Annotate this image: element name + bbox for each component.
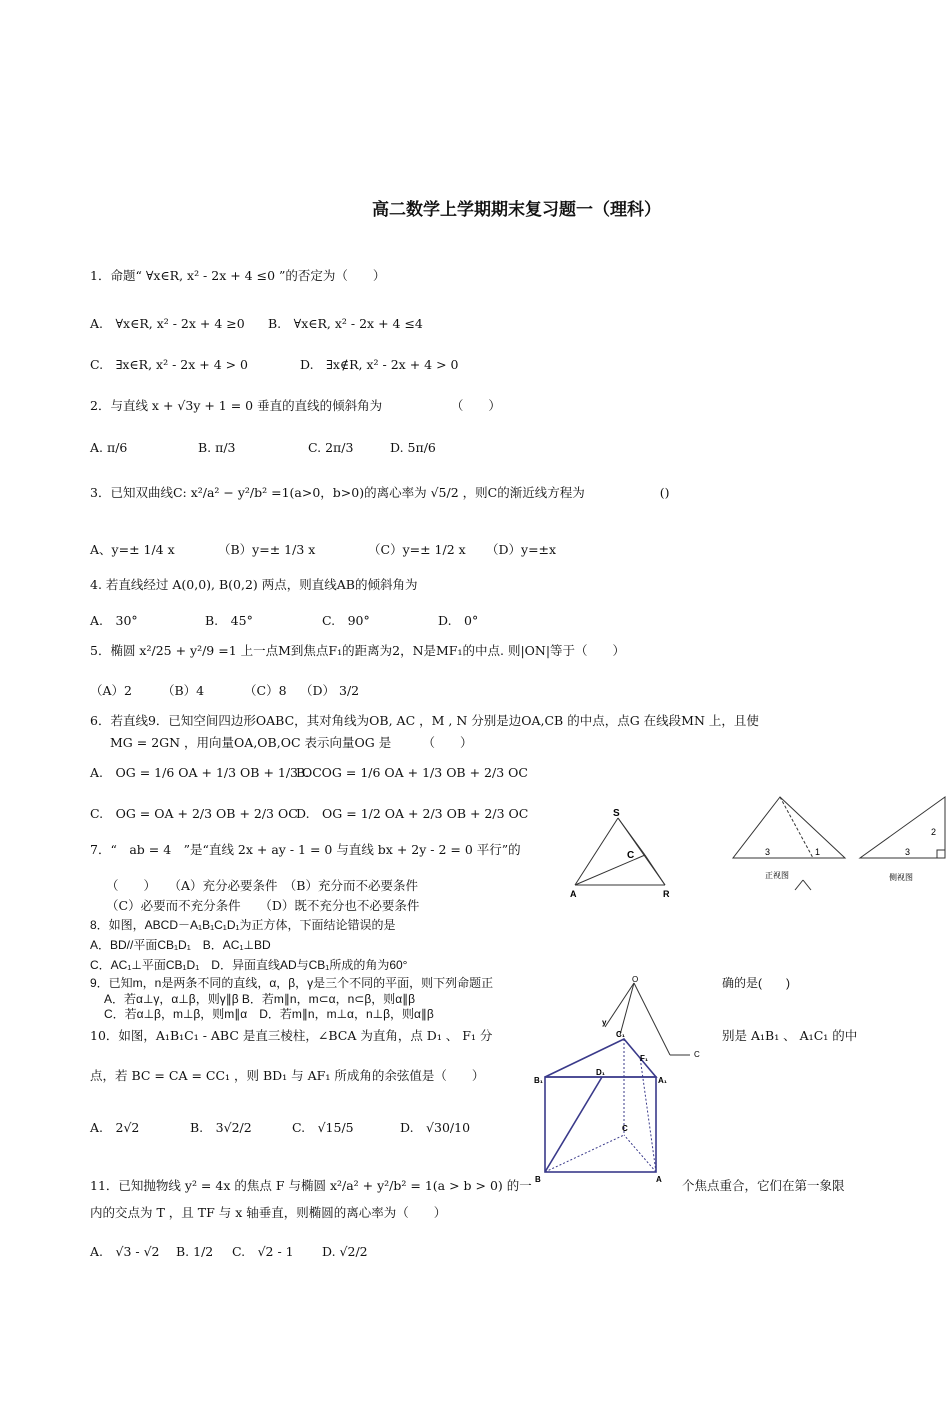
question-6-option-b: B. OG = 1/6 OA + 1/3 OB + 2/3 OC bbox=[296, 765, 528, 780]
label-a: A bbox=[656, 1175, 662, 1184]
side-view-figure bbox=[855, 792, 950, 887]
label-f1: F₁ bbox=[640, 1054, 649, 1063]
pyramid-figure bbox=[565, 800, 685, 900]
question-6-option-a: A. OG = 1/6 OA + 1/3 OB + 1/3 OC bbox=[90, 765, 322, 780]
question-11-option-d: D. √2/2 bbox=[322, 1244, 368, 1259]
question-4-option-a: A. 30° bbox=[90, 613, 138, 628]
label-s: S bbox=[613, 808, 620, 819]
question-2-option-a: A. π/6 bbox=[90, 440, 128, 455]
question-3-stem: 3．已知双曲线C: x²/a² − y²/b² =1(a>0，b>0)的离心率为 √5/2 ，则C的渐近线方程为 () bbox=[90, 485, 670, 500]
question-10-option-c: C. √15/5 bbox=[292, 1120, 354, 1135]
question-6-option-d: D. OG = 1/2 OA + 2/3 OB + 2/3 OC bbox=[296, 806, 529, 821]
side-view-height: 2 bbox=[931, 827, 937, 837]
label-c: C bbox=[622, 1124, 628, 1133]
question-9-options-cd: C．若α⊥β，m⊥β，则m∥α D．若m∥n，m⊥α，n⊥β，则α∥β bbox=[104, 1007, 434, 1021]
question-4-option-b: B. 45° bbox=[205, 613, 253, 628]
question-11-stem-line2: 内的交点为 T ，且 TF 与 x 轴垂直，则椭圆的离心率为（ ） bbox=[90, 1205, 447, 1220]
question-7-options-line1: （ ） （A）充分必要条件 （B）充分而不必要条件 bbox=[106, 878, 418, 893]
question-1-stem: 1．命题“ ∀x∈R, x² - 2x + 4 ≤0 ”的否定为（ ） bbox=[90, 268, 386, 283]
question-4-option-d: D. 0° bbox=[438, 613, 479, 628]
front-view-left-length: 3 bbox=[765, 847, 771, 857]
question-11-stem: 11．已知抛物线 y² = 4x 的焦点 F 与椭圆 x²/a² + y²/b² = 1(a > b > 0) 的一 bbox=[90, 1178, 532, 1193]
question-2-option-b: B. π/3 bbox=[198, 440, 236, 455]
question-5-option-a: （A）2 bbox=[90, 683, 132, 698]
question-5-option-b: （B）4 bbox=[162, 683, 205, 698]
question-4-stem: 4. 若直线经过 A(0,0), B(0,2) 两点，则直线AB的倾斜角为 bbox=[90, 577, 418, 592]
label-c: C bbox=[627, 850, 635, 861]
label-c1: C₁ bbox=[616, 1030, 626, 1039]
label-a: A bbox=[570, 889, 577, 899]
question-6-stem: 6．若直线9．已知空间四边形OABC，其对角线为OB, AC ，M , N 分别是边OA,CB 的中点，点G 在线段MN 上，且使 bbox=[90, 713, 759, 728]
side-view-caption: 侧视图 bbox=[889, 873, 913, 882]
question-8-stem: 8．如图，ABCD－A₁B₁C₁D₁为正方体，下面结论错误的是 bbox=[90, 918, 396, 932]
front-view-caption: 正视图 bbox=[765, 871, 789, 880]
label-d1: D₁ bbox=[596, 1068, 606, 1077]
question-2-stem: 2．与直线 x + √3y + 1 = 0 垂直的直线的倾斜角为 （ ） bbox=[90, 398, 501, 413]
question-10-option-a: A. 2√2 bbox=[90, 1120, 140, 1135]
question-7-options-line2: （C）必要而不充分条件 （D）既不充分也不必要条件 bbox=[106, 898, 420, 913]
question-2-option-d: D. 5π/6 bbox=[390, 440, 436, 455]
question-5-stem: 5．椭圆 x²/25 + y²/9 =1 上一点M到焦点F₁的距离为2，N是MF₁的中点. 则|ON|等于（ ） bbox=[90, 643, 626, 658]
question-1-option-c: C. ∃x∈R, x² - 2x + 4 > 0 bbox=[90, 357, 249, 372]
label-c-right: C bbox=[694, 1050, 700, 1059]
label-a1: A₁ bbox=[658, 1076, 668, 1085]
label-b: R bbox=[663, 889, 670, 899]
question-11-option-b: B. 1/2 bbox=[176, 1244, 214, 1259]
question-8-options-ab: A．BD//平面CB₁D₁ B．AC₁⊥BD bbox=[90, 938, 271, 952]
side-view-base: 3 bbox=[905, 847, 911, 857]
front-view-right-length: 1 bbox=[815, 847, 821, 857]
question-9-stem-tail: 确的是( ) bbox=[722, 976, 790, 990]
question-1-option-b: B. ∀x∈R, x² - 2x + 4 ≤4 bbox=[268, 316, 423, 331]
label-b1: B₁ bbox=[534, 1076, 544, 1085]
question-10-stem-line2: 点，若 BC = CA = CC₁ ，则 BD₁ 与 AF₁ 所成角的余弦值是（ ） bbox=[90, 1068, 485, 1083]
question-2-option-c: C. 2π/3 bbox=[308, 440, 354, 455]
question-1-option-a: A. ∀x∈R, x² - 2x + 4 ≥0 bbox=[90, 316, 245, 331]
question-6-stem-line2: MG = 2GN ，用向量OA,OB,OC 表示向量OG 是 （ ） bbox=[110, 735, 473, 750]
question-3-option-d: （D）y=±x bbox=[486, 542, 557, 557]
question-5-option-d: （D） 3/2 bbox=[300, 683, 360, 698]
front-view-figure bbox=[725, 792, 850, 897]
label-o: O bbox=[632, 975, 639, 984]
question-7-stem: 7．“ ab = 4 ”是“直线 2x + ay - 1 = 0 与直线 bx + 2y - 2 = 0 平行”的 bbox=[90, 842, 521, 857]
question-11-stem-tail: 个焦点重合，它们在第一象限 bbox=[682, 1178, 845, 1193]
question-9-options-ab: A．若α⊥γ，α⊥β，则γ∥β B．若m∥n，m⊂α，n⊂β，则α∥β bbox=[104, 992, 416, 1006]
label-y: y bbox=[602, 1018, 607, 1027]
question-3-option-c: （C）y=± 1/2 x bbox=[368, 542, 466, 557]
question-8-options-cd: C．AC₁⊥平面CB₁D₁ D．异面直线AD与CB₁所成的角为60° bbox=[90, 958, 408, 972]
question-3-option-b: （B）y=± 1/3 x bbox=[218, 542, 316, 557]
prism-figure bbox=[530, 975, 710, 1190]
label-b: B bbox=[535, 1175, 541, 1184]
question-10-option-d: D. √30/10 bbox=[400, 1120, 471, 1135]
question-10-stem-tail: 别是 A₁B₁ 、 A₁C₁ 的中 bbox=[722, 1028, 858, 1043]
question-11-option-a: A. √3 - √2 bbox=[90, 1244, 160, 1259]
question-10-stem: 10．如图，A₁B₁C₁ - ABC 是直三棱柱，∠BCA 为直角，点 D₁ 、 F₁ 分 bbox=[90, 1028, 493, 1043]
question-4-option-c: C. 90° bbox=[322, 613, 370, 628]
question-10-option-b: B. 3√2/2 bbox=[190, 1120, 252, 1135]
question-1-option-d: D. ∃x∉R, x² - 2x + 4 > 0 bbox=[300, 357, 459, 372]
page-title: 高二数学上学期期末复习题一（理科） bbox=[372, 200, 661, 220]
question-5-option-c: （C）8 bbox=[244, 683, 287, 698]
question-6-option-c: C. OG = OA + 2/3 OB + 2/3 OC bbox=[90, 806, 298, 821]
question-9-stem: 9．已知m，n是两条不同的直线，α，β，γ是三个不同的平面，则下列命题正 bbox=[90, 976, 494, 990]
question-3-option-a: A、y=± 1/4 x bbox=[90, 542, 175, 557]
question-11-option-c: C. √2 - 1 bbox=[232, 1244, 294, 1259]
